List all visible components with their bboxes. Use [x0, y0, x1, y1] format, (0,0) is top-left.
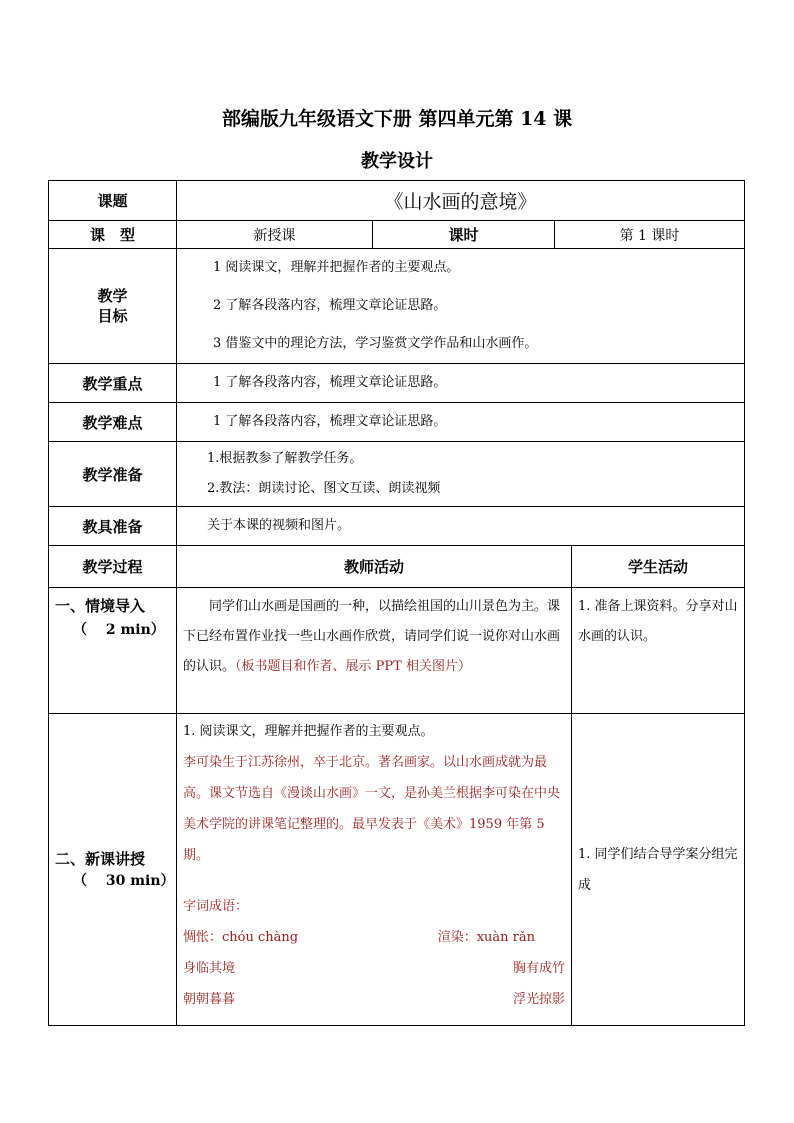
topic-value: 《山水画的意境》: [177, 181, 745, 221]
process-label: 教学过程: [49, 546, 177, 588]
goal-item: 1 阅读课文，理解并把握作者的主要观点。: [213, 260, 460, 275]
difficulty-row: [49, 403, 745, 442]
stage1-teacher-text: 同学们山水画是国画的一种，以描绘祖国的山川景色为主。课下已经布置作业找一些山水画作欣赏，请同学们说一说你对山水画的认识。: [183, 599, 561, 674]
stage2-row: [49, 714, 745, 1026]
stage1-student: 1. 准备上课资料。分享对山水画的认识。: [572, 588, 745, 714]
topic-label: 课题: [49, 181, 177, 221]
type-row: [49, 221, 745, 249]
prep-item: 2.教法：朗读讨论、图文互读、朗读视频: [207, 481, 441, 496]
key-value: 1 了解各段落内容，梳理文章论证思路。: [177, 364, 745, 403]
vocab-left: 身临其境: [183, 961, 236, 976]
stage2-label: [49, 714, 177, 1026]
topic-row: [49, 181, 745, 221]
stage2-student: 1. 同学们结合导学案分组完成: [572, 714, 745, 1026]
student-activity-header: 学生活动: [572, 546, 745, 588]
prep-label: 教学准备: [49, 442, 177, 507]
vocab-title: 字词成语：: [183, 899, 249, 914]
stage1-label: [49, 588, 177, 714]
document-subtitle: 教学设计: [361, 151, 433, 172]
spacer: [183, 871, 565, 891]
document-title: 部编版九年级语文下册 第四单元第 14 课: [221, 108, 573, 130]
key-row: [49, 364, 745, 403]
type-value: 新授课: [177, 221, 373, 249]
vocab-right: 浮光掠影: [512, 992, 565, 1007]
vocab-row: [183, 984, 565, 1015]
stage2-teacher: [177, 714, 572, 1026]
lesson-plan-table: [48, 180, 745, 1026]
goals-label-line-2: 目标: [97, 307, 128, 325]
difficulty-label: 教学难点: [49, 403, 177, 442]
type-label: 课 型: [49, 221, 177, 249]
hours-label: 课时: [373, 221, 555, 249]
vocab-left: 惆怅：chóu chàng: [183, 930, 299, 945]
goal-item: 2 了解各段落内容，梳理文章论证思路。: [213, 298, 447, 313]
stage2-teacher-line1: 1. 阅读课文，理解并把握作者的主要观点。: [183, 724, 434, 739]
vocab-right: 渲染：xuàn rǎn: [437, 930, 535, 945]
stage1-teacher-note: （板书题目和作者、展示 PPT 相关图片）: [235, 659, 471, 674]
prep-row: [49, 442, 745, 507]
stage2-teacher-author-intro: 李可染生于江苏徐州，卒于北京。著名画家。以山水画成就为最高。课文节选自《漫谈山水画》一文，是孙美兰根据李可染在中央美术学院的讲课笔记整理的。最早发表于《美术》1959 年第 5 期。: [183, 755, 561, 863]
tools-value: 关于本课的视频和图片。: [177, 507, 745, 546]
stage1-time: （ 2 min）: [73, 622, 165, 638]
vocab-row: [183, 953, 565, 984]
stage1-row: [49, 588, 745, 714]
stage2-name: 二、新课讲授: [55, 849, 146, 868]
goals-label-line-1: 教学: [97, 287, 128, 305]
goal-item: 3 借鉴文中的理论方法，学习鉴赏文学作品和山水画作。: [213, 336, 538, 351]
stage1-teacher: [177, 588, 572, 714]
stage1-name: 一、情境导入: [55, 597, 146, 615]
key-label: 教学重点: [49, 364, 177, 403]
stage2-time: （ 30 min）: [73, 872, 175, 889]
vocab-row: [183, 922, 565, 953]
difficulty-value: 1 了解各段落内容，梳理文章论证思路。: [177, 403, 745, 442]
teacher-activity-header: 教师活动: [177, 546, 572, 588]
prep-list: [177, 442, 745, 507]
vocab-right: 胸有成竹: [512, 961, 565, 976]
goals-label: [49, 249, 177, 364]
process-header-row: [49, 546, 745, 588]
goals-row: [49, 249, 745, 364]
hours-value: 第 1 课时: [555, 221, 745, 249]
tools-label: 教具准备: [49, 507, 177, 546]
goals-list: [177, 249, 745, 364]
tools-row: [49, 507, 745, 546]
prep-item: 1.根据教参了解教学任务。: [207, 451, 363, 466]
vocab-left: 朝朝暮暮: [183, 992, 236, 1007]
